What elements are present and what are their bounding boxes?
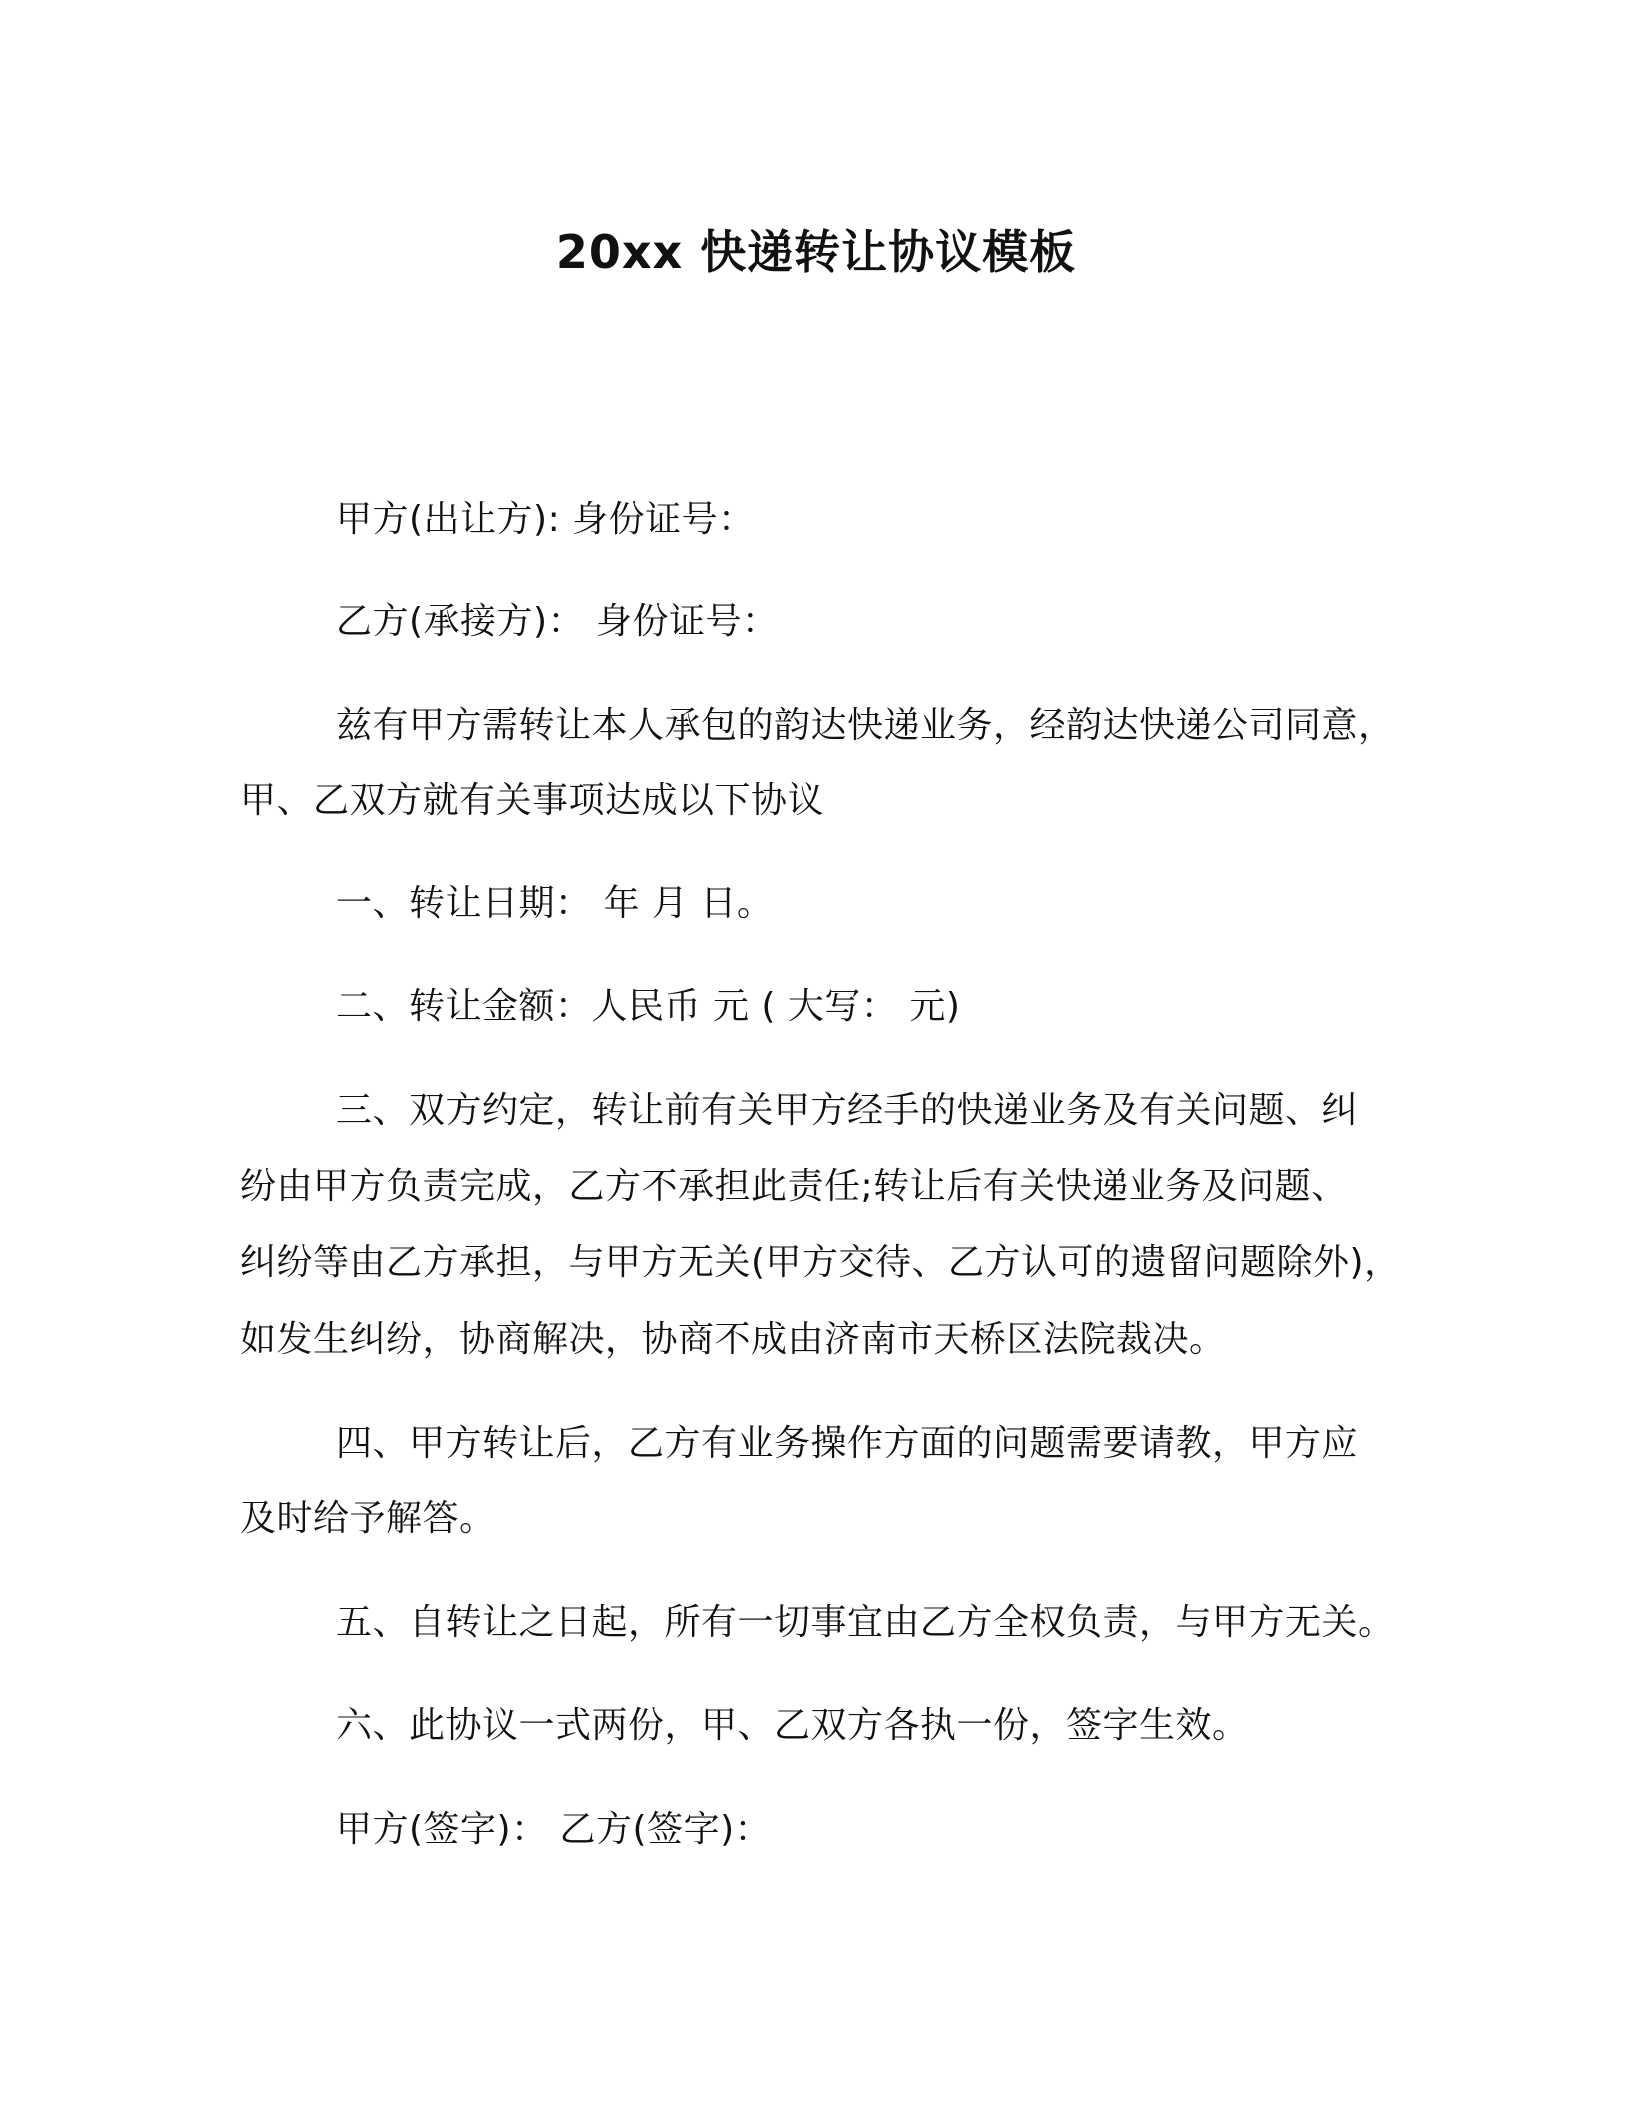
clause-1-line: 一、转让日期： 年 月 日。 xyxy=(336,883,774,924)
preamble-line-1: 兹有甲方需转让本人承包的韵达快递业务，经韵达快递公司同意， xyxy=(336,705,1395,746)
clause-4-line-1: 四、甲方转让后，乙方有业务操作方面的问题需要请教，甲方应 xyxy=(336,1423,1359,1464)
clause-5-line: 五、自转让之日起，所有一切事宜由乙方全权负责，与甲方无关。 xyxy=(336,1602,1395,1643)
clause-6-line: 六、此协议一式两份，甲、乙双方各执一份，签字生效。 xyxy=(336,1705,1249,1746)
signature-line: 甲方(签字)： 乙方(签字)： xyxy=(336,1809,772,1850)
preamble-line-2: 甲、乙双方就有关事项达成以下协议 xyxy=(240,780,825,821)
clause-2-line: 二、转让金额：人民币 元 ( 大写： 元) xyxy=(336,986,961,1027)
party-a-line: 甲方(出让方): 身份证号： xyxy=(336,499,755,540)
clause-3-line-2: 纷由甲方负责完成，乙方不承担此责任;转让后有关快递业务及问题、 xyxy=(240,1166,1348,1207)
clause-3-line-1: 三、双方约定，转让前有关甲方经手的快递业务及有关问题、纠 xyxy=(336,1090,1359,1131)
clause-4-line-2: 及时给予解答。 xyxy=(240,1498,496,1539)
clause-3-line-3: 纠纷等由乙方承担，与甲方无关(甲方交待、乙方认可的遗留问题除外)， xyxy=(240,1242,1401,1283)
clause-3-line-4: 如发生纠纷，协商解决，协商不成由济南市天桥区法院裁决。 xyxy=(240,1319,1226,1360)
party-b-line: 乙方(承接方)： 身份证号： xyxy=(336,601,779,642)
document-title: 20xx 快递转让协议模板 xyxy=(555,225,1077,279)
